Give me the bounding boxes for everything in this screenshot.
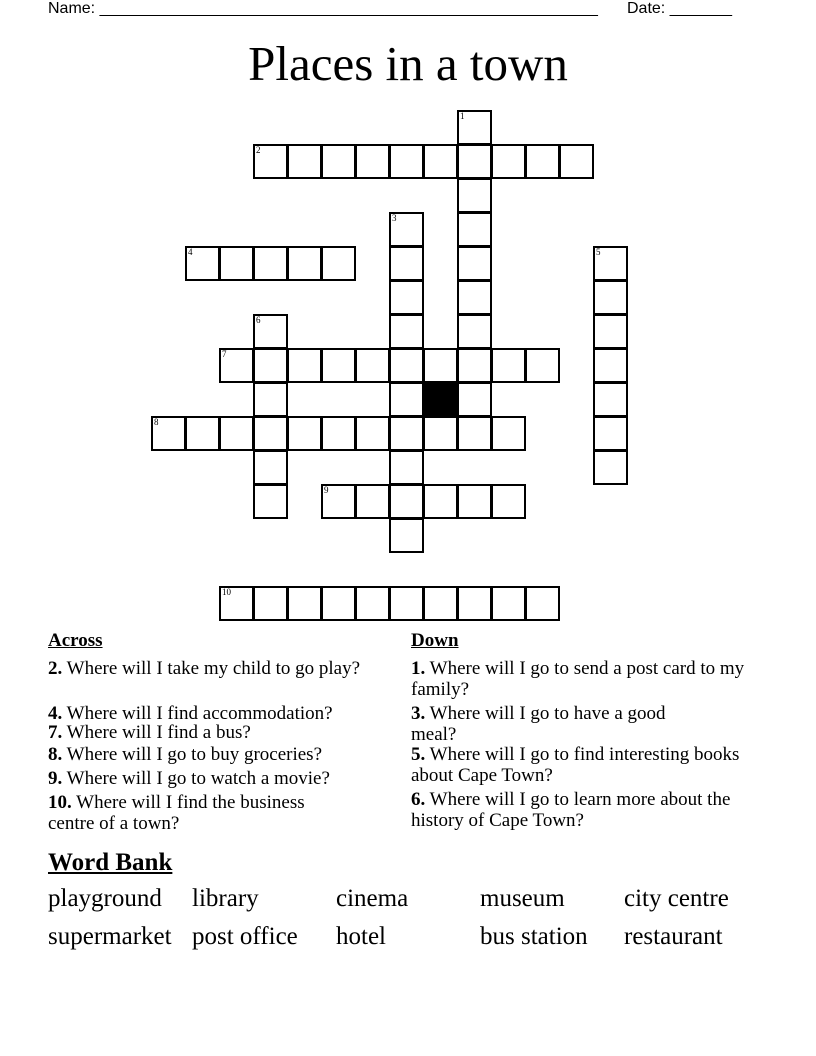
crossword-cell[interactable] bbox=[253, 450, 288, 485]
crossword-cell[interactable] bbox=[219, 586, 254, 621]
crossword-cell[interactable] bbox=[389, 280, 424, 315]
crossword-cell[interactable] bbox=[321, 144, 356, 179]
clue-across-9: 9. Where will I go to watch a movie? bbox=[48, 768, 330, 789]
cell-number: 4 bbox=[188, 247, 193, 257]
word-bank-item: cinema bbox=[336, 885, 409, 912]
crossword-cell[interactable] bbox=[253, 314, 288, 349]
crossword-cell[interactable] bbox=[593, 348, 628, 383]
word-bank-item: museum bbox=[480, 885, 565, 912]
crossword-cell[interactable] bbox=[355, 586, 390, 621]
crossword-cell[interactable] bbox=[389, 518, 424, 553]
crossword-cell[interactable] bbox=[457, 586, 492, 621]
crossword-cell[interactable] bbox=[423, 144, 458, 179]
crossword-cell[interactable] bbox=[423, 586, 458, 621]
name-field-label: Name: ________________________________________________________ bbox=[48, 0, 598, 17]
crossword-cell[interactable] bbox=[219, 246, 254, 281]
crossword-cell[interactable] bbox=[525, 586, 560, 621]
crossword-cell[interactable] bbox=[389, 246, 424, 281]
crossword-cell[interactable] bbox=[593, 416, 628, 451]
down-heading: Down bbox=[411, 630, 459, 651]
cell-number: 1 bbox=[460, 111, 465, 121]
crossword-cell[interactable] bbox=[423, 416, 458, 451]
cell-number: 7 bbox=[222, 349, 227, 359]
crossword-cell[interactable] bbox=[287, 416, 322, 451]
clue-across-4: 4. Where will I find accommodation? bbox=[48, 703, 333, 724]
crossword-cell[interactable] bbox=[321, 586, 356, 621]
crossword-cell[interactable] bbox=[287, 586, 322, 621]
crossword-cell[interactable] bbox=[185, 246, 220, 281]
crossword-cell[interactable] bbox=[355, 348, 390, 383]
crossword-cell[interactable] bbox=[321, 246, 356, 281]
clue-across-2: 2. Where will I take my child to go play? bbox=[48, 658, 361, 679]
crossword-cell[interactable] bbox=[389, 348, 424, 383]
word-bank-item: library bbox=[192, 885, 259, 912]
crossword-cell[interactable] bbox=[457, 246, 492, 281]
crossword-cell[interactable] bbox=[389, 382, 424, 417]
crossword-cell[interactable] bbox=[321, 416, 356, 451]
date-field-label: Date: _______ bbox=[627, 0, 732, 17]
word-bank-item: post office bbox=[192, 923, 298, 950]
crossword-cell[interactable] bbox=[423, 348, 458, 383]
cell-number: 3 bbox=[392, 213, 397, 223]
crossword-cell[interactable] bbox=[457, 484, 492, 519]
crossword-cell[interactable] bbox=[355, 484, 390, 519]
crossword-cell[interactable] bbox=[253, 416, 288, 451]
page-title: Places in a town bbox=[248, 36, 568, 91]
crossword-cell[interactable] bbox=[457, 314, 492, 349]
crossword-cell[interactable] bbox=[491, 484, 526, 519]
crossword-cell[interactable] bbox=[457, 382, 492, 417]
crossword-cell[interactable] bbox=[219, 348, 254, 383]
crossword-cell[interactable] bbox=[525, 348, 560, 383]
word-bank-title: Word Bank bbox=[48, 849, 173, 876]
crossword-cell[interactable] bbox=[389, 416, 424, 451]
crossword-cell[interactable] bbox=[355, 144, 390, 179]
crossword-cell[interactable] bbox=[321, 484, 356, 519]
clue-across-10: 10. Where will I find the business centre of a town? bbox=[48, 792, 305, 834]
crossword-cell[interactable] bbox=[457, 280, 492, 315]
cell-number: 5 bbox=[596, 247, 601, 257]
crossword-cell[interactable] bbox=[457, 144, 492, 179]
crossword-cell[interactable] bbox=[287, 144, 322, 179]
crossword-cell[interactable] bbox=[389, 314, 424, 349]
crossword-cell[interactable] bbox=[491, 586, 526, 621]
crossword-cell[interactable] bbox=[559, 144, 594, 179]
crossword-cell[interactable] bbox=[389, 586, 424, 621]
clue-across-7: 7. Where will I find a bus? bbox=[48, 722, 251, 743]
crossword-cell[interactable] bbox=[457, 212, 492, 247]
crossword-cell[interactable] bbox=[593, 382, 628, 417]
crossword-cell[interactable] bbox=[185, 416, 220, 451]
crossword-cell[interactable] bbox=[287, 348, 322, 383]
crossword-cell[interactable] bbox=[593, 246, 628, 281]
crossword-cell[interactable] bbox=[593, 314, 628, 349]
clue-down-6: 6. Where will I go to learn more about the history of Cape Town? bbox=[411, 789, 731, 831]
crossword-cell[interactable] bbox=[389, 144, 424, 179]
crossword-cell[interactable] bbox=[355, 416, 390, 451]
across-heading: Across bbox=[48, 630, 103, 651]
crossword-cell[interactable] bbox=[423, 484, 458, 519]
cell-number: 9 bbox=[324, 485, 329, 495]
crossword-cell[interactable] bbox=[321, 348, 356, 383]
clue-down-3: 3. Where will I go to have a good meal? bbox=[411, 703, 666, 745]
word-bank-item: hotel bbox=[336, 923, 386, 950]
crossword-cell[interactable] bbox=[253, 484, 288, 519]
word-bank-item: bus station bbox=[480, 923, 588, 950]
crossword-cell[interactable] bbox=[151, 416, 186, 451]
word-bank-item: restaurant bbox=[624, 923, 723, 950]
crossword-cell[interactable] bbox=[389, 450, 424, 485]
crossword-cell[interactable] bbox=[253, 586, 288, 621]
crossword-cell[interactable] bbox=[491, 348, 526, 383]
crossword-cell[interactable] bbox=[457, 348, 492, 383]
word-bank-item: supermarket bbox=[48, 923, 172, 950]
crossword-cell[interactable] bbox=[219, 416, 254, 451]
crossword-cell[interactable] bbox=[491, 416, 526, 451]
clue-down-5: 5. Where will I go to find interesting books about Cape Town? bbox=[411, 744, 740, 786]
cell-number: 10 bbox=[222, 587, 231, 597]
cell-number: 8 bbox=[154, 417, 159, 427]
crossword-cell[interactable] bbox=[491, 144, 526, 179]
crossword-cell[interactable] bbox=[457, 110, 492, 145]
crossword-cell[interactable] bbox=[253, 382, 288, 417]
crossword-cell[interactable] bbox=[457, 416, 492, 451]
crossword-cell[interactable] bbox=[593, 280, 628, 315]
crossword-cell[interactable] bbox=[389, 212, 424, 247]
crossword-cell[interactable] bbox=[253, 348, 288, 383]
clue-down-1: 1. Where will I go to send a post card to my family? bbox=[411, 658, 745, 700]
word-bank-item: playground bbox=[48, 885, 162, 912]
word-bank-item: city centre bbox=[624, 885, 729, 912]
crossword-cell[interactable] bbox=[525, 144, 560, 179]
crossword-cell[interactable] bbox=[253, 144, 288, 179]
crossword-cell[interactable] bbox=[389, 484, 424, 519]
crossword-cell[interactable] bbox=[287, 246, 322, 281]
cell-number: 6 bbox=[256, 315, 261, 325]
crossword-cell[interactable] bbox=[253, 246, 288, 281]
crossword-cell[interactable] bbox=[457, 178, 492, 213]
crossword-black-cell bbox=[423, 382, 458, 417]
cell-number: 2 bbox=[256, 145, 261, 155]
clue-across-8: 8. Where will I go to buy groceries? bbox=[48, 744, 323, 765]
crossword-cell[interactable] bbox=[593, 450, 628, 485]
